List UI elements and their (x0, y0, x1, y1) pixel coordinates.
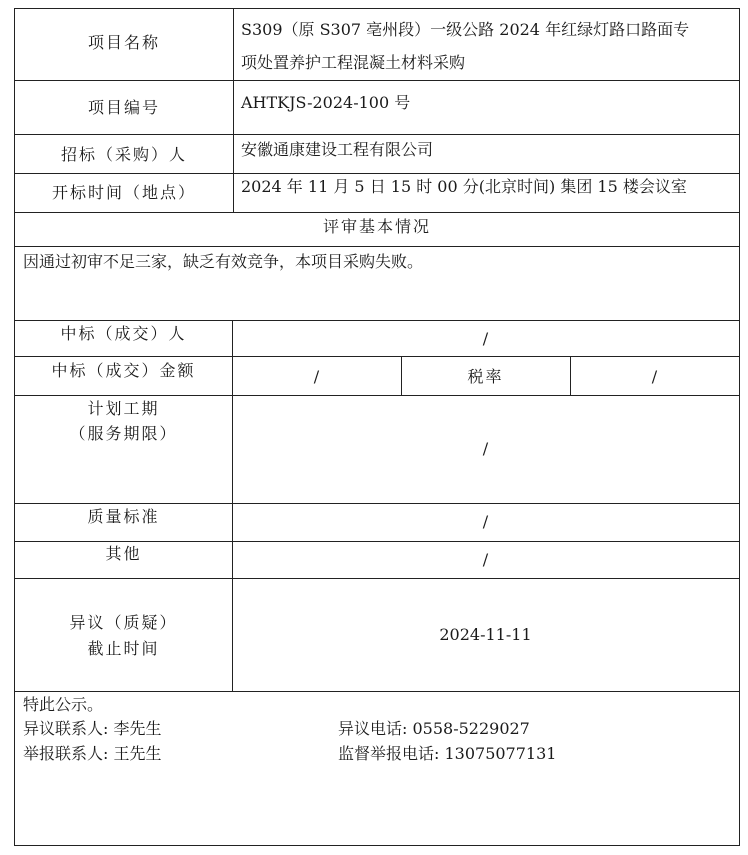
row-divider (15, 356, 739, 357)
objection-deadline-value: 2024-11-11 (439, 625, 532, 644)
other-label: 其他 (105, 544, 142, 563)
row-divider (15, 134, 739, 135)
review-content: 因通过初审不足三家，缺乏有效竞争，本项目采购失败。 (23, 252, 424, 271)
notice-title: 特此公示。 (23, 695, 104, 714)
quality-value: / (482, 512, 489, 531)
opening-value: 2024 年 11 月 5 日 15 时 00 分(北京时间) 集团 15 楼会议室 (241, 177, 687, 196)
objection-contact: 异议联系人: 李先生 (23, 719, 162, 738)
row-divider (15, 395, 739, 396)
schedule-label-line1: 计划工期 (87, 399, 160, 418)
objection-phone: 异议电话: 0558-5229027 (338, 719, 530, 738)
review-heading: 评审基本情况 (322, 217, 431, 236)
objection-deadline-label-line2: 截止时间 (87, 639, 160, 658)
project-name-value-line1: S309（原 S307 亳州段）一级公路 2024 年红绿灯路口路面专 (241, 20, 690, 39)
row-divider (15, 246, 739, 247)
project-number-value: AHTKJS-2024-100 号 (241, 93, 411, 112)
row-divider (15, 80, 739, 81)
tax-rate-value: / (651, 367, 658, 386)
tender-result-table (14, 8, 740, 846)
project-name-label: 项目名称 (87, 33, 160, 52)
project-name-value-line2: 项处置养护工程混凝土材料采购 (241, 53, 466, 72)
objection-deadline-label-line1: 异议（质疑） (69, 613, 178, 632)
row-divider (15, 212, 739, 213)
winner-label: 中标（成交）人 (60, 324, 187, 343)
schedule-label-line2: （服务期限） (69, 424, 178, 443)
opening-label: 开标时间（地点） (51, 183, 196, 202)
row-divider (15, 503, 739, 504)
report-contact: 举报联系人: 王先生 (23, 744, 162, 763)
report-phone: 监督举报电话: 13075077131 (338, 744, 557, 763)
tenderer-value: 安徽通康建设工程有限公司 (241, 140, 434, 159)
other-value: / (482, 550, 489, 569)
schedule-value: / (482, 439, 489, 458)
tenderer-label: 招标（采购）人 (60, 145, 187, 164)
amount-value: / (313, 367, 320, 386)
quality-label: 质量标准 (87, 507, 160, 526)
row-divider (15, 320, 739, 321)
row-divider (15, 691, 739, 692)
winner-value: / (482, 329, 489, 348)
column-divider (233, 9, 234, 212)
row-divider (15, 173, 739, 174)
project-number-label: 项目编号 (87, 98, 160, 117)
tax-rate-label: 税率 (467, 367, 504, 386)
row-divider (15, 578, 739, 579)
amount-label: 中标（成交）金额 (51, 361, 196, 380)
